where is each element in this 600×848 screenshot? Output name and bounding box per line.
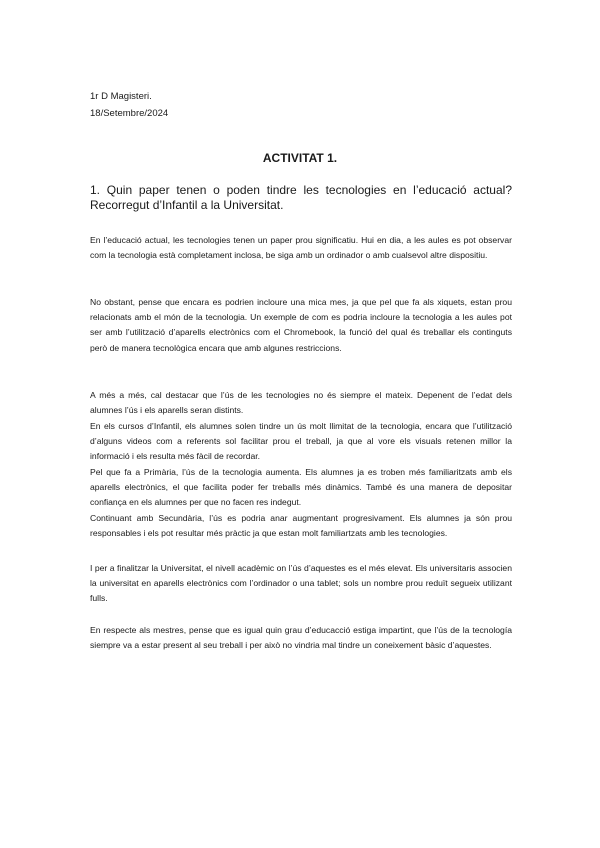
page-title: ACTIVITAT 1. (262, 151, 338, 165)
paragraph-a-mes: A més a més, cal destacar que l’ús de les tecnologies no és siempre el mateix. Depenent de l’edat dels alumnes l’ús i els aparells seran distints. (90, 390, 512, 416)
paragraph-mestres: En respecte als mestres, pense que es igual quin grau d’educacció estiga impartint, que l’ús de la tecnología siempre va a estar present al seu treball i per això no vindria mal tindre un coneixement bàsic d’aquestes. (90, 625, 512, 651)
paragraph-secundaria: Continuant amb Secundària, l’ús es podria anar augmentant progresivament. Els alumnes ja són prou responsables i els pot resultar més pràctic ja que estan molt familiartzats amb les tecnologies. (90, 513, 512, 539)
paragraph-universitat: I per a finalitzar la Universitat, el nivell acadèmic on l’ús d’aquestes es el més elevat. Els universitaris associen la universitat en aparells electrònics com l’ordinador o una tablet; sols un nombre prou reduït segueix utilizant fulls. (90, 563, 512, 604)
paragraph-infantil: En els cursos d’Infantil, els alumnes solen tindre un ús molt llimitat de la tecnologia, encara que l’utilització d’alguns videos com a referents sol facilitar prou el treball, ja que al vore els visuals retenen millor la informació i els resulta més fàcil de recordar. (90, 421, 512, 462)
paragraph-primaria: Pel que fa a Primària, l’ús de la tecnologia aumenta. Els alumnes ja es troben més familiaritzats amb els aparells electrònics, el que facilita poder fer treballs més dinàmics. També és una manera de depositar confiança en els alumnes per que no facen res indegut. (90, 467, 512, 508)
paragraph-no-obstant: No obstant, pense que encara es podrien incloure una mica mes, ja que pel que fa als xiquets, estan prou relacionats amb el món de la tecnologia. Un exemple de com es podria incloure la tecnologia a les aules pot ser amb l’utilització d’aparells electrònics com el Chromebook, la funció del qual és treballar els continguts però de manera tecnològica encara que amb algunes restriccions. (90, 297, 512, 353)
header-date: 18/Setembre/2024 (90, 108, 169, 119)
paragraph-intro: En l’educació actual, les tecnologies tenen un paper prou significatiu. Hui en dia, a les aules es pot observar com la tecnologia està completament inclosa, be siga amb un ordinador o amb cualsevol altre dispositiu. (90, 235, 512, 261)
header-class: 1r D Magisteri. (90, 91, 152, 102)
question-text: 1. Quin paper tenen o poden tindre les tecnologies en l’educació actual? Recorregut d’Infantil a la Universitat. (90, 183, 512, 212)
